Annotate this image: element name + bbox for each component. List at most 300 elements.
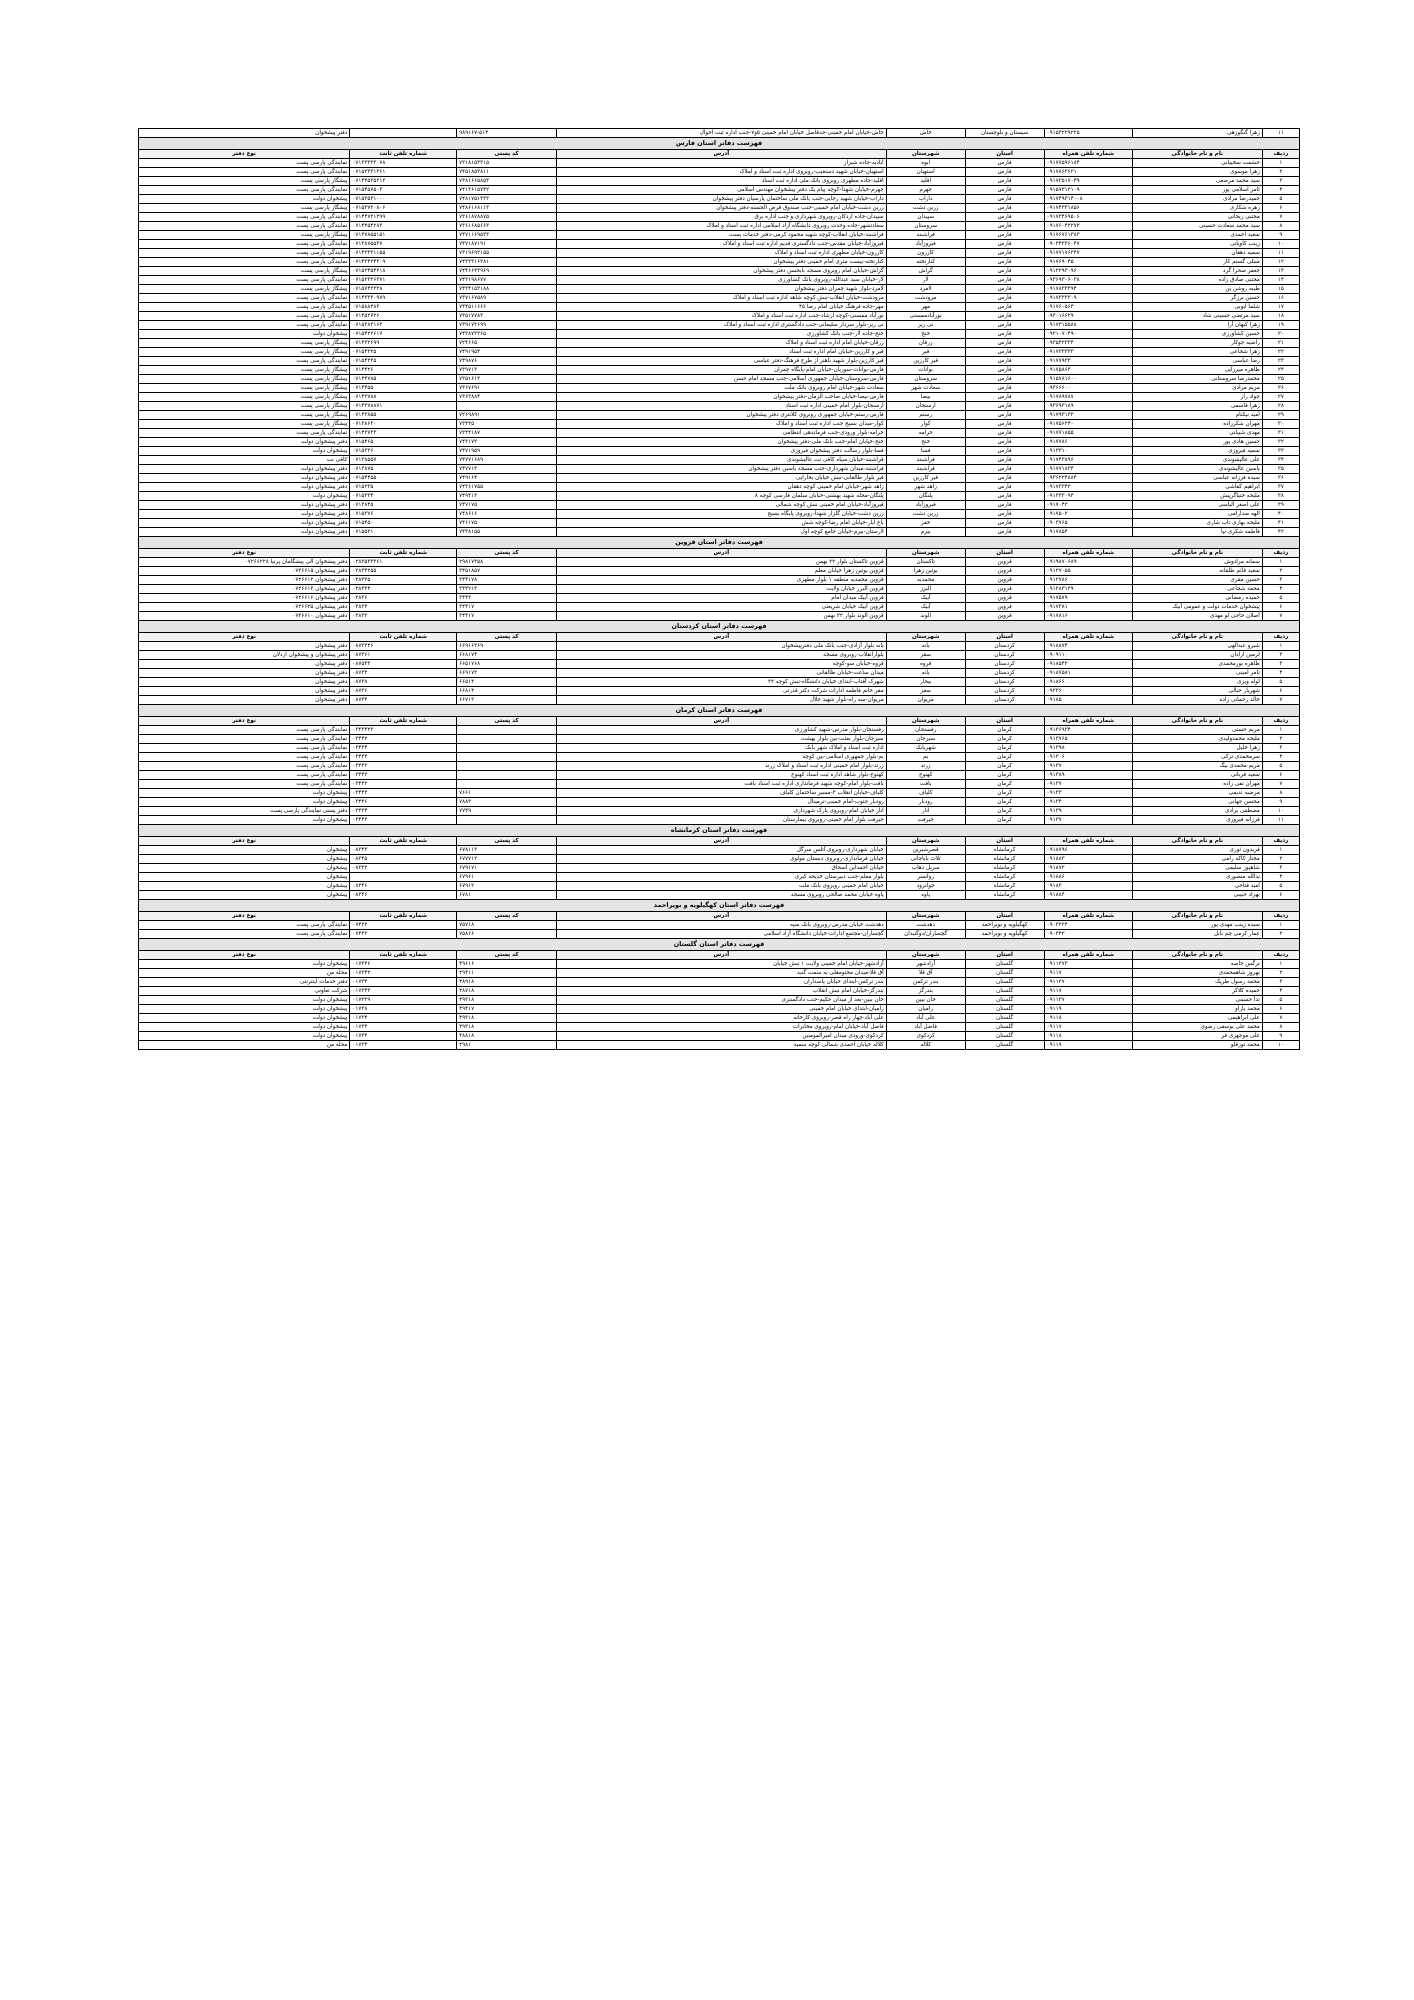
landline-number-cell: ۰۳۴۴۳: [350, 771, 457, 780]
address-cell: رفسنجان-بلوار مدرس-شهید کشاورزی: [556, 726, 886, 735]
postal-code-cell: ۷۳۶۱۶۸۵۶۶۳: [457, 222, 557, 231]
city-cell: پاوه: [886, 891, 965, 900]
person-name-cell: نرگس خاصه: [1132, 960, 1262, 969]
address-cell: لامرد-بلوار شهید چمران دفتر پیشخوان: [556, 285, 886, 294]
postal-code-cell: ۷۴۴۵۱۱۶۶۶: [457, 303, 557, 312]
city-cell: ثلاث باباجانی: [886, 855, 965, 864]
address-cell: قروه-خیابان سو-کوچه: [556, 660, 886, 669]
address-cell: رودبار جنوب-امام خمینی-ترمینال: [556, 798, 886, 807]
mobile-number-cell: ۰۹۱۳۷: [1044, 780, 1132, 789]
table-header-row: [139, 633, 1300, 642]
address-cell: فارس-بیضا-خیابان صاحب الزمان-دفتر پیشخوان: [556, 393, 886, 402]
province-cell: کرمان: [965, 744, 1044, 753]
row-number-cell: ۹: [1262, 231, 1299, 240]
province-cell: فارس: [965, 285, 1044, 294]
postal-code-cell: ۷۴۷۷۱۳: [457, 465, 557, 474]
person-name-cell: علی عالیشوندی: [1132, 456, 1262, 465]
row-number-cell: ۱: [1262, 642, 1299, 651]
row-number-cell: ۷: [1262, 213, 1299, 222]
landline-number-cell: ۰۷۱۳۸۷۵: [350, 465, 457, 474]
address-cell: کردکوی-ورودی میدان امیرالمومنین: [556, 1032, 886, 1041]
city-cell: آبیک: [886, 594, 965, 603]
landline-number-cell: ۰۸۳۴۶: [350, 882, 457, 891]
office-type-cell: پیشگاز پارسی پست: [139, 393, 350, 402]
landline-number-cell: ۰۷۱۵۴۶۵: [350, 438, 457, 447]
postal-code-cell: ۷۳۴۴۵: [457, 420, 557, 429]
city-cell: علی آباد: [886, 1014, 965, 1023]
city-cell: فراشبند: [886, 456, 965, 465]
row-number-cell: ۱۴: [1262, 276, 1299, 285]
office-type-cell: نمایندگی پارسی پست: [139, 186, 350, 195]
postal-code-cell: [457, 726, 557, 735]
office-type-cell: دفتر پیشخوان و پیشخوان اردلان: [139, 651, 350, 660]
person-name-cell: علی موجهری فر: [1132, 1032, 1262, 1041]
mobile-number-cell: ۰۹۱۷۷۱۸۳۴: [1044, 465, 1132, 474]
postal-code-cell: ۳۴۴۳: [457, 594, 557, 603]
province-cell: کردستان: [965, 696, 1044, 705]
mobile-number-cell: ۰۹۱۹۸۷۰۶۸۹: [1044, 558, 1132, 567]
row-number-cell: ردیف: [1262, 951, 1299, 960]
mobile-number-cell: ۰۹۱۷۸۹۷۸۷: [1044, 393, 1132, 402]
province-cell: کردستان: [965, 678, 1044, 687]
table-header-row: [139, 951, 1300, 960]
table-row: [139, 798, 1300, 807]
landline-number-cell: ۰۷۱۵۲۳۵: [350, 483, 457, 492]
mobile-number-cell: ۰۹۳۰۱۶۶۲۹: [1044, 312, 1132, 321]
address-cell: کلاله خیابان احمدی شمالی کوچه سمیه: [556, 1041, 886, 1050]
landline-number-cell: ۰۳۴۳۲: [350, 762, 457, 771]
office-type-cell: دفتر خدمات اینترنتی: [139, 978, 350, 987]
landline-number-cell: ۰۳۴۴۳: [350, 816, 457, 825]
landline-number-cell: ۰۱۷۳۴: [350, 1032, 457, 1041]
address-cell: استهبان-خیابان شهید دستغیب-روبروی اداره ثبت اسناد و املاک: [556, 168, 886, 177]
table-row: [139, 585, 1300, 594]
landline-number-cell: ۰۲۸۳۵۳۳۳۶۱: [350, 558, 457, 567]
address-cell: ابادیه-جاده شیراز: [556, 159, 886, 168]
section-title: فهرست دفاتر استان کهگیلویه و بویراحمد: [139, 900, 1300, 912]
office-type-cell: پیشگاز پارسی پست: [139, 402, 350, 411]
address-cell: کوار-میدان بسیج جنب اداره ثبت اسناد و املاک: [556, 420, 886, 429]
row-number-cell: ۳: [1262, 177, 1299, 186]
person-name-cell: ثامر اسلامی پور: [1132, 186, 1262, 195]
province-cell: فارس: [965, 195, 1044, 204]
postal-code-cell: ۷۴۷۷۱۶۸۹: [457, 456, 557, 465]
table-row: [139, 375, 1300, 384]
document-page: [138, 128, 1300, 1050]
city-cell: زرند: [886, 762, 965, 771]
mobile-number-cell: ۰۹۱۳۳۱۰: [1044, 447, 1132, 456]
table-row: [139, 558, 1300, 567]
province-cell: استان: [965, 717, 1044, 726]
office-type-cell: پیشخوان: [139, 873, 350, 882]
province-cell: فارس: [965, 213, 1044, 222]
mobile-number-cell: ۰۹۱۷۷۵۹۶۱۸۴: [1044, 159, 1132, 168]
address-cell: سعادتشهر-جاده وحدت روبروی دانشگاه آزاد اسلامی اداره ثبت اسناد و املاک: [556, 222, 886, 231]
office-type-cell: دفتر پیشخوان دولت: [139, 528, 350, 537]
city-cell: بم: [886, 753, 965, 762]
province-cell: فارس: [965, 222, 1044, 231]
row-number-cell: ۹: [1262, 798, 1299, 807]
city-cell: گچساران/دوگنبدان: [886, 930, 965, 939]
office-type-cell: نمایندگی پارسی پست: [139, 258, 350, 267]
person-name-cell: سید مرتضی حسینی شاد: [1132, 312, 1262, 321]
mobile-number-cell: ۰۹۱۸۷۵۸۱: [1044, 669, 1132, 678]
landline-number-cell: ۰۸۳۴۳: [350, 846, 457, 855]
postal-code-cell: ۳۴۴۱۷: [457, 603, 557, 612]
landline-number-cell: ۰۱۷۳۴: [350, 978, 457, 987]
row-number-cell: ردیف: [1262, 837, 1299, 846]
mobile-number-cell: ۰۹۱۸۸۳: [1044, 855, 1132, 864]
office-type-cell: نوع دفتر: [139, 951, 350, 960]
person-name-cell: محمد رسول طریک: [1132, 978, 1262, 987]
postal-code-cell: ۴۹۴۱۱: [457, 969, 557, 978]
person-name-cell: مریم حسنی: [1132, 726, 1262, 735]
address-cell: شهرک آفتاب-ابتدای خیابان دانشگاه-نبش کوچه ۲۲: [556, 678, 886, 687]
address-cell: فارس-سروستان-خیابان جمهوری اسلامی-جنب مسجد امام حسن: [556, 375, 886, 384]
mobile-number-cell: ۰۹۱۷۴۹۳۱۴۰۰۸: [1044, 195, 1132, 204]
person-name-cell: نام و نام خانوادگی: [1132, 549, 1262, 558]
province-cell: کرمانشاه: [965, 891, 1044, 900]
person-name-cell: طیبه روشن ین: [1132, 285, 1262, 294]
table-row: [139, 339, 1300, 348]
mobile-number-cell: ۰۹۱۳۸۹: [1044, 771, 1132, 780]
mobile-number-cell: ۰۹۱۷۳۸۱: [1044, 603, 1132, 612]
city-cell: بیضا: [886, 393, 965, 402]
city-cell: شهرستان: [886, 633, 965, 642]
city-cell: کردکوی: [886, 1032, 965, 1041]
row-number-cell: ۸: [1262, 789, 1299, 798]
person-name-cell: ملیحه خنیاگرپیش: [1132, 492, 1262, 501]
address-cell: ارسنجان-بلوار امام خمینی اداره ثبت اسناد: [556, 402, 886, 411]
city-cell: خنج: [886, 330, 965, 339]
address-cell: سپیدان-جاده اردکان-روبروی شهرداری و جنب اداره برق: [556, 213, 886, 222]
province-cell: قزوین: [965, 612, 1044, 621]
row-number-cell: ۳۵: [1262, 465, 1299, 474]
landline-number-cell: ۰۷۱۵۳۵۳۱۰۰۰: [350, 195, 457, 204]
landline-number-cell: شماره تلفن ثابت: [350, 150, 457, 159]
table-row: [139, 669, 1300, 678]
mobile-number-cell: ۰۹۱۳۷۶۵: [1044, 735, 1132, 744]
row-number-cell: ۳: [1262, 576, 1299, 585]
province-cell: فارس: [965, 240, 1044, 249]
address-cell: رامیان-ابتدای خیابان امام خمینی: [556, 1005, 886, 1014]
table-row: [139, 978, 1300, 987]
office-type-cell: نمایندگی پارسی پست: [139, 429, 350, 438]
office-type-cell: دفتر پیشخوان: [139, 642, 350, 651]
landline-number-cell: ۰۸۷۳۶۱: [350, 651, 457, 660]
address-cell: قزوین البرز خیابان ولایت: [556, 585, 886, 594]
mobile-number-cell: ۰۹۱۸۷۹۶: [1044, 846, 1132, 855]
person-name-cell: زهرا قاسمی: [1132, 402, 1262, 411]
person-name-cell: فاطمه شکری نیا: [1132, 528, 1262, 537]
postal-code-cell: ۶۷۸۱۱۳: [457, 846, 557, 855]
section-title: فهرست دفاتر استان کرمان: [139, 705, 1300, 717]
province-cell: گلستان: [965, 960, 1044, 969]
city-cell: شهرستان: [886, 717, 965, 726]
row-number-cell: ۷: [1262, 696, 1299, 705]
row-number-cell: ۴۲: [1262, 528, 1299, 537]
office-type-cell: پیشخوان دولت: [139, 816, 350, 825]
city-cell: فیروزآباد: [886, 240, 965, 249]
row-number-cell: ۶: [1262, 603, 1299, 612]
office-type-cell: نمایندگی پارسی پست: [139, 276, 350, 285]
row-number-cell: ۵: [1262, 195, 1299, 204]
office-type-cell: پیشخوان دولت: [139, 789, 350, 798]
landline-number-cell: شماره تلفن ثابت: [350, 633, 457, 642]
mobile-number-cell: ۰۹۱۲۲۹۳۰۹۶: [1044, 267, 1132, 276]
table-row: [139, 807, 1300, 816]
landline-number-cell: ۰۸۳۴۵: [350, 855, 457, 864]
postal-code-cell: ۷۴۵۱۸۵۳۸۱۱: [457, 168, 557, 177]
table-row: [139, 285, 1300, 294]
postal-code-cell: ۶۷۹۶۱: [457, 873, 557, 882]
city-cell: سعادت شهر: [886, 384, 965, 393]
postal-code-cell: ۳۴۴۱۷: [457, 612, 557, 621]
city-cell: سقز: [886, 687, 965, 696]
address-cell: بلوارانقلاب-روبروی مسجد: [556, 651, 886, 660]
office-type-cell: پیشخوان دولت: [139, 330, 350, 339]
address-cell: آدرس: [556, 150, 886, 159]
row-number-cell: ۴: [1262, 987, 1299, 996]
province-cell: فارس: [965, 321, 1044, 330]
mobile-number-cell: شماره تلفن همراه: [1044, 912, 1132, 921]
table-row: [139, 456, 1300, 465]
person-name-cell: زینب کاویانی: [1132, 240, 1262, 249]
landline-number-cell: شماره تلفن ثابت: [350, 549, 457, 558]
row-number-cell: ۲: [1262, 855, 1299, 864]
row-number-cell: ۳۰: [1262, 420, 1299, 429]
province-cell: کرمانشاه: [965, 855, 1044, 864]
mobile-number-cell: ۰۹۱۷۸۵۴: [1044, 528, 1132, 537]
mobile-number-cell: ۰۹۱۷۵۰۲: [1044, 510, 1132, 519]
row-number-cell: ۱۰: [1262, 1041, 1299, 1050]
landline-number-cell: ۰۱۷۳۴۳: [350, 987, 457, 996]
table-row: [139, 855, 1300, 864]
person-name-cell: بهروز شاهمحمدی: [1132, 969, 1262, 978]
office-type-cell: نمایندگی پارسی پست: [139, 213, 350, 222]
office-type-cell: پیشگاز پارسی پست: [139, 348, 350, 357]
office-type-cell: پیشخوان دولت: [139, 492, 350, 501]
address-cell: میدان ساعت-خیابان طالقانی: [556, 669, 886, 678]
row-number-cell: ۳: [1262, 864, 1299, 873]
table-row: [139, 882, 1300, 891]
landline-number-cell: ۰۷۱۳۸۵۵۷: [350, 456, 457, 465]
office-type-cell: دفتر پیشخوان دولت: [139, 519, 350, 528]
address-cell: کلیاف-خیابان انقلاب ۳-مسیر ساختمان کلیاف: [556, 789, 886, 798]
person-name-cell: زهرا گنگوزهی: [1132, 129, 1262, 138]
landline-number-cell: ۰۳۴۴۳: [350, 789, 457, 798]
row-number-cell: ۳۹: [1262, 501, 1299, 510]
postal-code-cell: [457, 780, 557, 789]
postal-code-cell: ۷۴۳۶۱۷۵۵: [457, 483, 557, 492]
office-type-cell: دفتر پیشخوان: [139, 129, 350, 138]
table-row: [139, 678, 1300, 687]
city-cell: قروه: [886, 660, 965, 669]
postal-code-cell: ۷۳۴۴۱۸۷: [457, 429, 557, 438]
mobile-number-cell: ۰۹۱۱۷: [1044, 987, 1132, 996]
mobile-number-cell: ۰۹۱۷۷۱۸۵۵: [1044, 429, 1132, 438]
landline-number-cell: ۰۷۱۵۷۴۳۳۲۸: [350, 285, 457, 294]
row-number-cell: ردیف: [1262, 912, 1299, 921]
postal-code-cell: ۷۳۶۱۸۷۸۸۷۵: [457, 213, 557, 222]
table-row: [139, 438, 1300, 447]
postal-code-cell: ۲۹۸۱۷۳۵۸: [457, 558, 557, 567]
landline-number-cell: شماره تلفن ثابت: [350, 717, 457, 726]
province-cell: گلستان: [965, 1005, 1044, 1014]
person-name-cell: حشمت سخیبانی: [1132, 159, 1262, 168]
postal-code-cell: ۴۹۳۱۸: [457, 996, 557, 1005]
row-number-cell: ۶: [1262, 771, 1299, 780]
address-cell: خنج-جاده لار-جنب بانک کشاورزی: [556, 330, 886, 339]
address-cell: لارستان-بیرم-خیابان جامع کوچه اول: [556, 528, 886, 537]
postal-code-cell: ۴۸۷۱۸: [457, 987, 557, 996]
table-row: [139, 330, 1300, 339]
row-number-cell: ۳۳: [1262, 447, 1299, 456]
landline-number-cell: ۰۷۱۳۸۷۵۵۳۷: [350, 240, 457, 249]
postal-code-cell: ۷۴۳۴۱۵۳۱۸۸: [457, 285, 557, 294]
row-number-cell: ۶: [1262, 1005, 1299, 1014]
city-cell: سرپل ذهاب: [886, 864, 965, 873]
office-type-cell: پیشگاز پارسی پست: [139, 420, 350, 429]
province-cell: فارس: [965, 339, 1044, 348]
person-name-cell: سمیه فیروزی: [1132, 447, 1262, 456]
city-cell: خنج: [886, 438, 965, 447]
city-cell: بوانات: [886, 366, 965, 375]
postal-code-cell: ۷۴۴۶۶۴۳۹۶۹: [457, 267, 557, 276]
landline-number-cell: ۰۷۱۵۵۲۱: [350, 528, 457, 537]
landline-number-cell: ۰۷۱۳۳۳۳۳۰۷۸: [350, 159, 457, 168]
province-cell: فارس: [965, 186, 1044, 195]
postal-code-cell: [457, 771, 557, 780]
section-title-row: [139, 705, 1300, 717]
city-cell: کنارتخته: [886, 258, 965, 267]
address-cell: زاهد شهر-خیابان امام خمینی کوچه دهقان: [556, 483, 886, 492]
row-number-cell: ۱: [1262, 159, 1299, 168]
city-cell: خفر: [886, 519, 965, 528]
person-name-cell: محمد یاراو: [1132, 1005, 1262, 1014]
mobile-number-cell: ۰۹۱۳۹۸: [1044, 744, 1132, 753]
mobile-number-cell: ۰۹۱۳۷: [1044, 762, 1132, 771]
office-type-cell: نوع دفتر: [139, 549, 350, 558]
person-name-cell: حسین مقری: [1132, 576, 1262, 585]
postal-code-cell: ۷۳۹۱۷۳۶۹۹: [457, 321, 557, 330]
table-row: [139, 753, 1300, 762]
mobile-number-cell: ۰۹۱۲۸۳۱۲۹: [1044, 585, 1132, 594]
city-cell: مرودشت: [886, 294, 965, 303]
table-row: [139, 429, 1300, 438]
province-cell: فارس: [965, 456, 1044, 465]
mobile-number-cell: ۰۹۱۳۷: [1044, 816, 1132, 825]
province-cell: فارس: [965, 249, 1044, 258]
province-cell: کردستان: [965, 642, 1044, 651]
mobile-number-cell: ۰۹۱۷۴۳۳۱۸۵۶: [1044, 204, 1132, 213]
postal-code-cell: ۷۴۷۱۷۵: [457, 501, 557, 510]
person-name-cell: فرزانه فیروزی: [1132, 816, 1262, 825]
mobile-number-cell: ۰۹۱۷۳۳۴۲: [1044, 483, 1132, 492]
landline-number-cell: ۰۸۷۳۴: [350, 696, 457, 705]
postal-code-cell: ۴۸۸۱۸: [457, 1032, 557, 1041]
row-number-cell: ۱۱: [1262, 129, 1299, 138]
postal-code-cell: ۴۹۳۱۸: [457, 1014, 557, 1023]
table-row: [139, 651, 1300, 660]
person-name-cell: شلما ایوبی: [1132, 303, 1262, 312]
table-row: [139, 168, 1300, 177]
province-cell: فارس: [965, 438, 1044, 447]
city-cell: سروستان: [886, 222, 965, 231]
row-number-cell: ۷: [1262, 1014, 1299, 1023]
person-name-cell: سید محمد سعادت حسینی: [1132, 222, 1262, 231]
person-name-cell: ملیحه محمدولیدی: [1132, 735, 1262, 744]
table-row: [139, 258, 1300, 267]
office-type-cell: نمایندگی پارسی پست: [139, 321, 350, 330]
address-cell: فسا-بلوار رسالت دفتر پیشخوان فیروزی: [556, 447, 886, 456]
row-number-cell: ۱۵: [1262, 285, 1299, 294]
address-cell: خیابان احمدابن اسحاق: [556, 864, 886, 873]
office-type-cell: پیشخوان: [139, 864, 350, 873]
postal-code-cell: ۷۷۴۹: [457, 807, 557, 816]
address-cell: سیرجان-بلوار بعثت-بین بلوار بهشت: [556, 735, 886, 744]
table-row: [139, 465, 1300, 474]
row-number-cell: ۱۰: [1262, 240, 1299, 249]
postal-code-cell: ۷۳۶۷۶۹۱: [457, 384, 557, 393]
landline-number-cell: ۰۷۱۵۳۷۲۰۸۰۶: [350, 204, 457, 213]
address-cell: زرقان-خیابان امام اداره ثبت اسناد و املاک: [556, 339, 886, 348]
table-row: [139, 492, 1300, 501]
mobile-number-cell: ۰۹۱۱۲۷: [1044, 996, 1132, 1005]
landline-number-cell: ۰۷۱۵۴۳۳۵: [350, 357, 457, 366]
row-number-cell: ۴: [1262, 186, 1299, 195]
province-cell: سیستان و بلوچستان: [965, 129, 1044, 138]
address-cell: فارس-رستم-خیابان جمهوری روبروی کلانتری دفتر پیشخوان: [556, 411, 886, 420]
postal-code-cell: ۳۴۴۲۱۳: [457, 585, 557, 594]
table-row: [139, 567, 1300, 576]
person-name-cell: سعید قربانی: [1132, 771, 1262, 780]
address-cell: خان ببین-بعد از میدان حکیم-جنب دادگستری: [556, 996, 886, 1005]
row-number-cell: ۱۳: [1262, 267, 1299, 276]
city-cell: زاهد شهر: [886, 483, 965, 492]
office-type-cell: دفتر پیشخوان ۰۷۲۶۶۱۰: [139, 612, 350, 621]
city-cell: روانسر: [886, 873, 965, 882]
province-cell: فارس: [965, 267, 1044, 276]
postal-code-cell: ۷۴۸۶۱۶: [457, 510, 557, 519]
row-number-cell: ۳: [1262, 660, 1299, 669]
person-name-cell: زهره شکاری: [1132, 204, 1262, 213]
person-name-cell: طاهره میرزایی: [1132, 366, 1262, 375]
row-number-cell: ۱۱: [1262, 249, 1299, 258]
landline-number-cell: ۰۱۷۳۴: [350, 1041, 457, 1050]
city-cell: داراب: [886, 195, 965, 204]
table-row: [139, 402, 1300, 411]
table-row: [139, 384, 1300, 393]
row-number-cell: ۲۳: [1262, 357, 1299, 366]
person-name-cell: حمیدرضا مرادی: [1132, 195, 1262, 204]
office-type-cell: نوع دفتر: [139, 633, 350, 642]
row-number-cell: ۷: [1262, 780, 1299, 789]
office-type-cell: پیشگاز پارسی پست: [139, 384, 350, 393]
mobile-number-cell: ۰۹۰۳۴۲: [1044, 930, 1132, 939]
person-name-cell: نام و نام خانوادگی: [1132, 951, 1262, 960]
landline-number-cell: ۰۱۷۳۴۲: [350, 969, 457, 978]
office-type-cell: پیشخوان دولت: [139, 447, 350, 456]
postal-code-cell: ۷۴۷۱۹۵۹: [457, 447, 557, 456]
landline-number-cell: ۰۲۸۳۴: [350, 603, 457, 612]
landline-number-cell: ۰۷۱۳۸۶۳۰: [350, 420, 457, 429]
person-name-cell: حمیده رمضانی: [1132, 594, 1262, 603]
landline-number-cell: ۰۷۱۴۳۴۳۴۳۰۹: [350, 258, 457, 267]
person-name-cell: مهران شکرزاده: [1132, 420, 1262, 429]
city-cell: پلنگان: [886, 492, 965, 501]
table-row: [139, 276, 1300, 285]
